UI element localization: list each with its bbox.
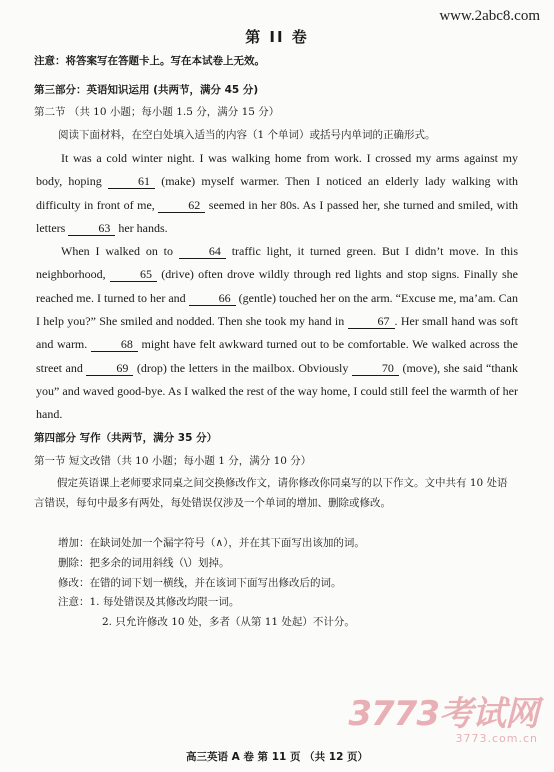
blank-63: 63 bbox=[68, 222, 115, 236]
passage-paragraph-1 bbox=[36, 147, 518, 240]
logo-title: 3773考试网 bbox=[348, 694, 538, 734]
reading-passage bbox=[36, 147, 518, 427]
rule-delete: 删除：把多余的词用斜线（\）划掉。 bbox=[58, 556, 230, 569]
site-logo-watermark bbox=[348, 696, 538, 745]
correction-rules bbox=[58, 534, 518, 633]
passage-text: (drop) the letters in the mailbox. Obviously bbox=[133, 360, 352, 375]
rule-modify: 修改：在错的词下划一横线，并在该词下面写出修改后的词。 bbox=[58, 576, 342, 589]
part4-heading: 第四部分 写作（共两节，满分 35 分） bbox=[34, 432, 218, 444]
part4-instructions: 假定英语课上老师要求同桌之间交换修改作文，请你修改你同桌写的以下作文。文中共有 10 处语言错误，每句中最多有两处，每处错误仅涉及一个单词的增加、删除或修改。 bbox=[34, 477, 508, 509]
blank-61: 61 bbox=[108, 175, 155, 189]
part3-heading: 第三部分：英语知识运用 (共两节，满分 45 分) bbox=[34, 84, 259, 96]
notice-text: 注意：将答案写在答题卡上。写在本试卷上无效。 bbox=[34, 55, 265, 67]
note-1: 注意：1. 每处错误及其修改均限一词。 bbox=[58, 596, 240, 609]
passage-text: her hands. bbox=[115, 220, 168, 235]
passage-text: might have felt awkward turned out to be comfortable. We walked across the street and bbox=[36, 337, 518, 375]
passage-text: . Her small hand was soft and warm. bbox=[36, 314, 518, 352]
blank-64: 64 bbox=[179, 245, 226, 259]
passage-text: It was a cold winter night. I was walking home from work. I crossed my arms against my body, hoping bbox=[36, 151, 518, 189]
part3-section2-heading: 第二节 （共 10 小题；每小题 1.5 分，满分 15 分） bbox=[34, 106, 280, 118]
note-2: 2. 只允许修改 10 处，多者（从第 11 处起）不计分。 bbox=[102, 616, 355, 629]
passage-text: (drive) often drove wildly through red lights and stop signs. Finally she reached me. I turned to her and bbox=[36, 267, 519, 305]
page-title: 第 II 卷 bbox=[245, 28, 309, 46]
blank-70: 70 bbox=[352, 362, 399, 376]
blank-65: 65 bbox=[110, 268, 157, 282]
part3-instruction: 阅读下面材料，在空白处填入适当的内容（1 个单词）或括号内单词的正确形式。 bbox=[58, 129, 436, 141]
rule-add: 增加：在缺词处加一个漏字符号（∧），并在其下面写出该加的词。 bbox=[58, 537, 365, 549]
passage-text: When I walked on to bbox=[61, 244, 179, 259]
watermark-url: www.2abc8.com bbox=[439, 8, 540, 24]
logo-url: 3773.com.cn bbox=[455, 732, 538, 745]
passage-text: (move), she said “thank you” and waved good-bye. As I walked the rest of the way home, I could still feel the warmth of her hand. bbox=[36, 360, 519, 422]
page-footer: 高三英语 A 卷 第 11 页 （共 12 页） bbox=[185, 751, 369, 763]
passage-text: (gentle) touched her on the arm. “Excuse me, ma’am. Can I help you?” She smiled and nodded. Then she took my hand in bbox=[36, 290, 518, 329]
passage-text: seemed in her 80s. As I passed her, she turned and smiled, with letters bbox=[36, 197, 518, 235]
blank-67: 67 bbox=[348, 315, 395, 329]
blank-68: 68 bbox=[91, 338, 138, 352]
blank-69: 69 bbox=[86, 362, 133, 376]
blank-62: 62 bbox=[158, 199, 205, 213]
blank-66: 66 bbox=[189, 292, 236, 306]
passage-text: (make) myself warmer. Then I noticed an elderly lady walking with difficulty in front of me, bbox=[36, 174, 518, 212]
passage-text: traffic light, it turned green. But I didn’t move. In this neighborhood, bbox=[36, 244, 518, 282]
part4-section1-heading: 第一节 短文改错（共 10 小题；每小题 1 分，满分 10 分） bbox=[34, 455, 312, 467]
passage-paragraph-2 bbox=[36, 240, 518, 426]
